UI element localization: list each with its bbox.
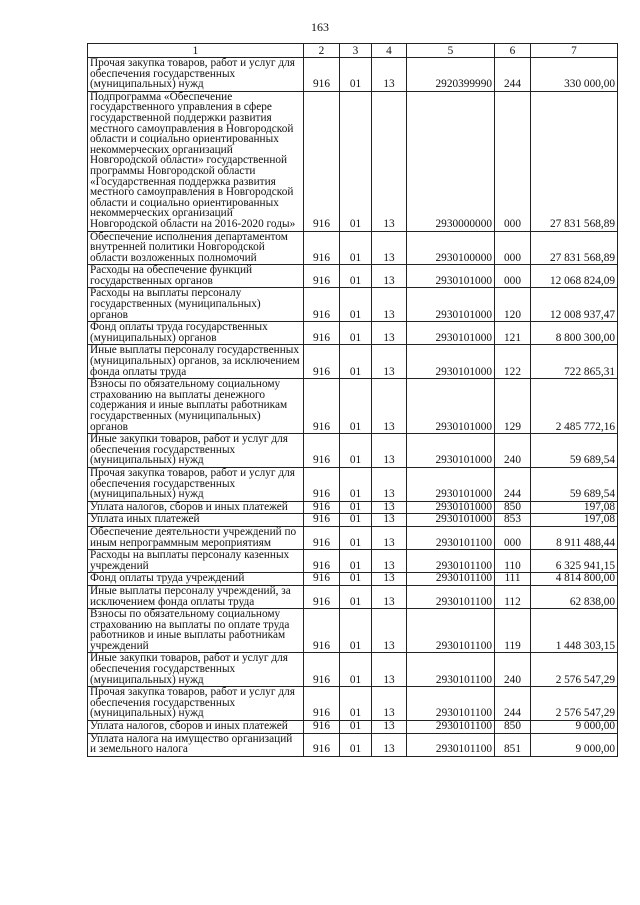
section-code: 01 (340, 501, 372, 514)
amount: 9 000,00 (531, 733, 618, 756)
page-number: 163 (311, 20, 329, 34)
table-row (88, 434, 618, 468)
section-code: 01 (340, 609, 372, 653)
item-name: Уплата налогов, сборов и иных платежей (88, 721, 304, 734)
ministry-code: 916 (304, 91, 340, 231)
subsection-code: 13 (372, 379, 407, 434)
section-code: 01 (340, 379, 372, 434)
section-code: 01 (340, 231, 372, 265)
ministry-code: 916 (304, 687, 340, 721)
subsection-code: 13 (372, 231, 407, 265)
subsection-code: 13 (372, 91, 407, 231)
ministry-code: 916 (304, 585, 340, 608)
item-name: Уплата налогов, сборов и иных платежей (88, 501, 304, 514)
expense-type-code: 851 (495, 733, 531, 756)
expense-type-code: 850 (495, 501, 531, 514)
expense-type-code: 000 (495, 526, 531, 549)
ministry-code: 916 (304, 265, 340, 288)
item-name: Иные закупки товаров, работ и услуг для обеспечения государственных (муниципальных) нужд (88, 434, 304, 468)
expense-type-code: 110 (495, 550, 531, 573)
target-article-code: 2930101100 (407, 733, 495, 756)
target-article-code: 2930101100 (407, 550, 495, 573)
ministry-code: 916 (304, 573, 340, 586)
table-row (88, 609, 618, 653)
item-name: Взносы по обязательному социальному страхованию на выплаты по оплате труда работников и иные выплаты работникам учреждений (88, 609, 304, 653)
amount: 27 831 568,89 (531, 231, 618, 265)
subsection-code: 13 (372, 467, 407, 501)
table-row (88, 721, 618, 734)
table-row (88, 733, 618, 756)
ministry-code: 916 (304, 526, 340, 549)
amount: 2 485 772,16 (531, 379, 618, 434)
table-row (88, 231, 618, 265)
table-row (88, 288, 618, 322)
target-article-code: 2930101000 (407, 467, 495, 501)
expense-type-code: 244 (495, 58, 531, 92)
item-name: Прочая закупка товаров, работ и услуг для обеспечения государственных (муниципальных) нужд (88, 58, 304, 92)
expense-type-code: 122 (495, 345, 531, 379)
item-name: Расходы на обеспечение функций государственных органов (88, 265, 304, 288)
table-row (88, 322, 618, 345)
item-name: Иные выплаты персоналу учреждений, за исключением фонда оплаты труда (88, 585, 304, 608)
target-article-code: 2930101000 (407, 501, 495, 514)
amount: 62 838,00 (531, 585, 618, 608)
item-name: Иные выплаты персоналу государственных (муниципальных) органов, за исключением фонда оплаты труда (88, 345, 304, 379)
target-article-code: 2930101100 (407, 526, 495, 549)
table-row (88, 585, 618, 608)
expense-type-code: 119 (495, 609, 531, 653)
section-code: 01 (340, 733, 372, 756)
expense-type-code: 850 (495, 721, 531, 734)
amount: 59 689,54 (531, 434, 618, 468)
section-code: 01 (340, 514, 372, 527)
item-name: Обеспечение исполнения департаментом внутренней политики Новгородской области возложенных полномочий (88, 231, 304, 265)
expense-type-code: 000 (495, 91, 531, 231)
section-code: 01 (340, 322, 372, 345)
ministry-code: 916 (304, 721, 340, 734)
ministry-code: 916 (304, 434, 340, 468)
table-row (88, 91, 618, 231)
ministry-code: 916 (304, 231, 340, 265)
column-number-3: 3 (340, 44, 372, 58)
ministry-code: 916 (304, 550, 340, 573)
target-article-code: 2930101000 (407, 379, 495, 434)
ministry-code: 916 (304, 379, 340, 434)
subsection-code: 13 (372, 526, 407, 549)
item-name: Обеспечение деятельности учреждений по иным непрограммным мероприятиям (88, 526, 304, 549)
amount: 8 800 300,00 (531, 322, 618, 345)
table-row (88, 379, 618, 434)
section-code: 01 (340, 434, 372, 468)
expense-type-code: 244 (495, 687, 531, 721)
section-code: 01 (340, 585, 372, 608)
target-article-code: 2930101100 (407, 687, 495, 721)
table-row (88, 653, 618, 687)
target-article-code: 2930101100 (407, 721, 495, 734)
table-row (88, 550, 618, 573)
amount: 8 911 488,44 (531, 526, 618, 549)
item-name: Фонд оплаты труда учреждений (88, 573, 304, 586)
item-name: Уплата иных платежей (88, 514, 304, 527)
expense-type-code: 000 (495, 265, 531, 288)
amount: 330 000,00 (531, 58, 618, 92)
expense-type-code: 240 (495, 434, 531, 468)
target-article-code: 2930101000 (407, 288, 495, 322)
section-code: 01 (340, 58, 372, 92)
target-article-code: 2920399990 (407, 58, 495, 92)
section-code: 01 (340, 653, 372, 687)
table-row (88, 58, 618, 92)
target-article-code: 2930101100 (407, 609, 495, 653)
amount: 2 576 547,29 (531, 687, 618, 721)
amount: 722 865,31 (531, 345, 618, 379)
amount: 59 689,54 (531, 467, 618, 501)
expense-type-code: 129 (495, 379, 531, 434)
table-row (88, 526, 618, 549)
section-code: 01 (340, 91, 372, 231)
section-code: 01 (340, 550, 372, 573)
target-article-code: 2930100000 (407, 231, 495, 265)
target-article-code: 2930101100 (407, 585, 495, 608)
table-row (88, 467, 618, 501)
subsection-code: 13 (372, 322, 407, 345)
expense-type-code: 244 (495, 467, 531, 501)
subsection-code: 13 (372, 721, 407, 734)
section-code: 01 (340, 467, 372, 501)
item-name: Прочая закупка товаров, работ и услуг для обеспечения государственных (муниципальных) нужд (88, 687, 304, 721)
table-body (88, 58, 618, 757)
section-code: 01 (340, 288, 372, 322)
section-code: 01 (340, 265, 372, 288)
column-number-2: 2 (304, 44, 340, 58)
table-row (88, 345, 618, 379)
amount: 6 325 941,15 (531, 550, 618, 573)
section-code: 01 (340, 687, 372, 721)
ministry-code: 916 (304, 653, 340, 687)
subsection-code: 13 (372, 653, 407, 687)
ministry-code: 916 (304, 609, 340, 653)
amount: 12 008 937,47 (531, 288, 618, 322)
target-article-code: 2930101000 (407, 265, 495, 288)
subsection-code: 13 (372, 345, 407, 379)
table-row (88, 687, 618, 721)
subsection-code: 13 (372, 585, 407, 608)
expense-type-code: 112 (495, 585, 531, 608)
column-number-7: 7 (531, 44, 618, 58)
amount: 197,08 (531, 514, 618, 527)
subsection-code: 13 (372, 288, 407, 322)
table-row (88, 514, 618, 527)
ministry-code: 916 (304, 288, 340, 322)
target-article-code: 2930000000 (407, 91, 495, 231)
subsection-code: 13 (372, 609, 407, 653)
item-name: Подпрограмма «Обеспечение государственного управления в сфере государственной поддержки развития местного самоуправления в Новгородской области и социально ориентированных некоммерческих организаций Новгородской области» государственной программы Новгородской области «Государственная поддержка развития местного самоуправления в Новгородской области и социально ориентированных некоммерческих организаций Новгородской области на 2016-2020 годы» (88, 91, 304, 231)
subsection-code: 13 (372, 550, 407, 573)
subsection-code: 13 (372, 514, 407, 527)
amount: 197,08 (531, 501, 618, 514)
column-number-6: 6 (495, 44, 531, 58)
amount: 4 814 800,00 (531, 573, 618, 586)
subsection-code: 13 (372, 733, 407, 756)
section-code: 01 (340, 573, 372, 586)
amount: 12 068 824,09 (531, 265, 618, 288)
item-name: Уплата налога на имущество организаций и земельного налога (88, 733, 304, 756)
ministry-code: 916 (304, 514, 340, 527)
expense-type-code: 853 (495, 514, 531, 527)
subsection-code: 13 (372, 573, 407, 586)
ministry-code: 916 (304, 501, 340, 514)
item-name: Расходы на выплаты персоналу казенных учреждений (88, 550, 304, 573)
table-row (88, 573, 618, 586)
column-number-row (88, 44, 618, 58)
column-number-4: 4 (372, 44, 407, 58)
column-number-1: 1 (88, 44, 304, 58)
column-number-5: 5 (407, 44, 495, 58)
amount: 2 576 547,29 (531, 653, 618, 687)
target-article-code: 2930101100 (407, 573, 495, 586)
target-article-code: 2930101000 (407, 345, 495, 379)
ministry-code: 916 (304, 467, 340, 501)
subsection-code: 13 (372, 434, 407, 468)
subsection-code: 13 (372, 265, 407, 288)
expense-type-code: 000 (495, 231, 531, 265)
subsection-code: 13 (372, 687, 407, 721)
table-row (88, 265, 618, 288)
subsection-code: 13 (372, 58, 407, 92)
item-name: Иные закупки товаров, работ и услуг для обеспечения государственных (муниципальных) нужд (88, 653, 304, 687)
item-name: Взносы по обязательному социальному страхованию на выплаты денежного содержания и иные выплаты работникам государственных (муниципальных) органов (88, 379, 304, 434)
item-name: Расходы на выплаты персоналу государственных (муниципальных) органов (88, 288, 304, 322)
expense-type-code: 111 (495, 573, 531, 586)
expense-type-code: 121 (495, 322, 531, 345)
target-article-code: 2930101000 (407, 434, 495, 468)
section-code: 01 (340, 526, 372, 549)
expense-type-code: 240 (495, 653, 531, 687)
section-code: 01 (340, 345, 372, 379)
budget-table (87, 43, 618, 757)
ministry-code: 916 (304, 733, 340, 756)
ministry-code: 916 (304, 322, 340, 345)
ministry-code: 916 (304, 58, 340, 92)
target-article-code: 2930101000 (407, 514, 495, 527)
target-article-code: 2930101000 (407, 322, 495, 345)
ministry-code: 916 (304, 345, 340, 379)
section-code: 01 (340, 721, 372, 734)
subsection-code: 13 (372, 501, 407, 514)
expense-type-code: 120 (495, 288, 531, 322)
item-name: Фонд оплаты труда государственных (муниципальных) органов (88, 322, 304, 345)
amount: 9 000,00 (531, 721, 618, 734)
amount: 1 448 303,15 (531, 609, 618, 653)
item-name: Прочая закупка товаров, работ и услуг для обеспечения государственных (муниципальных) нужд (88, 467, 304, 501)
target-article-code: 2930101100 (407, 653, 495, 687)
amount: 27 831 568,89 (531, 91, 618, 231)
table-row (88, 501, 618, 514)
